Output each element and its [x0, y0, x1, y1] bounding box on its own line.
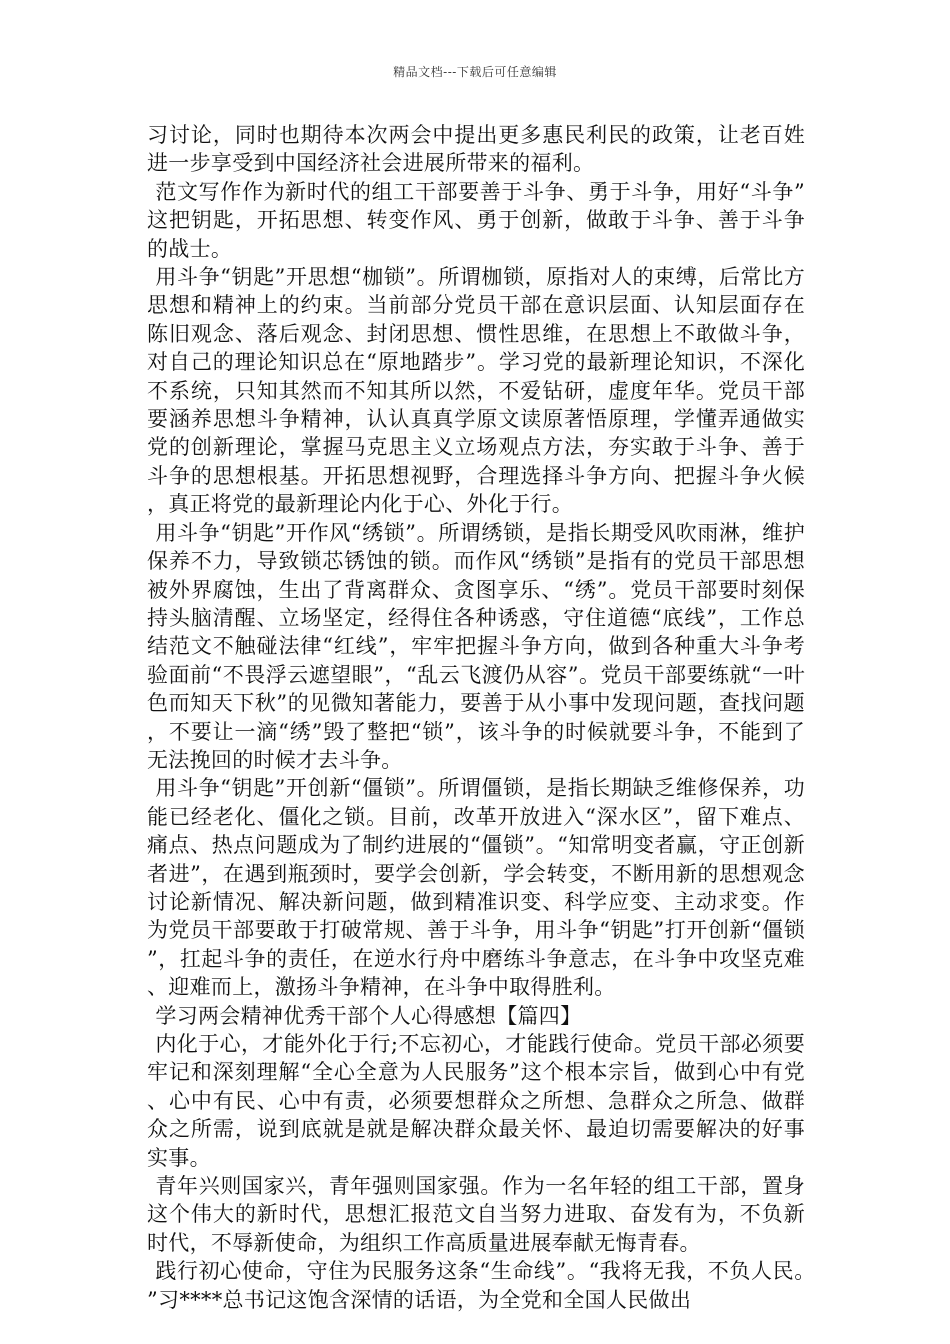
paragraph: 用斗争“钥匙”开作风“绣锁”。所谓绣锁，是指长期受风吹雨淋，维护保养不力，导致锁芯锈蚀的锁。而作风“绣锁”是指有的党员干部思想被外界腐蚀，生出了背离群众、贪图享乐、“绣”。党员干部要时刻保持头脑清醒、立场坚定，经得住各种诱惑，守住道德“底线”，工作总结范文不触碰法律“红线”，牢牢把握斗争方向，做到各种重大斗争考验面前“不畏浮云遮望眼”，“乱云飞渡仍从容”。党员干部要练就“一叶色而知天下秋”的见微知著能力，要善于从小事中发现问题，查找问题，不要让一滴“绣”毁了整把“锁”，该斗争的时候就要斗争，不能到了无法挽回的时候才去斗争。: [147, 520, 805, 772]
document-body: [147, 121, 805, 1314]
paragraph: 用斗争“钥匙”开创新“僵锁”。所谓僵锁，是指长期缺乏维修保养，功能已经老化、僵化之锁。目前，改革开放进入“深水区”，留下难点、痛点、热点问题成为了制约进展的“僵锁”。“知常明变者赢，守正创新者进”，在遇到瓶颈时，要学会创新，学会转变，不断用新的思想观念讨论新情况、解决新问题，做到精准识变、科学应变、主动求变。作为党员干部要敢于打破常规、善于斗争，用斗争“钥匙”打开创新“僵锁”，扛起斗争的责任，在逆水行舟中磨练斗争意志，在斗争中攻坚克难、迎难而上，激扬斗争精神，在斗争中取得胜利。: [147, 776, 805, 1000]
section-heading: 学习两会精神优秀干部个人心得感想【篇四】: [155, 1003, 582, 1028]
paragraph: 用斗争“钥匙”开思想“枷锁”。所谓枷锁，原指对人的束缚，后常比方思想和精神上的约束。当前部分党员干部在意识层面、认知层面存在陈旧观念、落后观念、封闭思想、惯性思维，在思想上不敢做斗争，对自己的理论知识总在“原地踏步”。学习党的最新理论知识，不深化不系统，只知其然而不知其所以然，不爱钻研，虚度年华。党员干部要涵养思想斗争精神，认认真真学原文读原著悟原理，学懂弄通做实党的创新理论，掌握马克思主义立场观点方法，夯实敢于斗争、善于斗争的思想根基。开拓思想视野，合理选择斗争方向、把握斗争火候，真正将党的最新理论内化于心、外化于行。: [147, 265, 805, 517]
paragraph: 范文写作作为新时代的组工干部要善于斗争、勇于斗争，用好“斗争”这把钥匙，开拓思想、转变作风、勇于创新，做敢于斗争、善于斗争的战士。: [147, 179, 805, 261]
paragraph: 青年兴则国家兴，青年强则国家强。作为一名年轻的组工干部，置身这个伟大的新时代，思想汇报范文自当努力进取、奋发有为，不负新时代，不辱新使命，为组织工作高质量进展奉献无悔青春。: [147, 1174, 805, 1255]
paragraph: 内化于心，才能外化于行;不忘初心，才能践行使命。党员干部必须要牢记和深刻理解“全心全意为人民服务”这个根本宗旨，做到心中有党、心中有民、心中有责，必须要想群众之所想、急群众之所急、做群众之所需，说到底就是就是解决群众最关怀、最迫切需要解决的好事实事。: [147, 1032, 805, 1170]
page-header: 精品文档---下载后可任意编辑: [393, 65, 557, 79]
paragraph: 践行初心使命，守住为民服务这条“生命线”。“我将无我，不负人民。”习****总书记这饱含深情的话语，为全党和全国人民做出: [147, 1259, 805, 1312]
paragraph-continued: 习讨论，同时也期待本次两会中提出更多惠民利民的政策，让老百姓进一步享受到中国经济社会进展所带来的福利。: [147, 123, 805, 176]
